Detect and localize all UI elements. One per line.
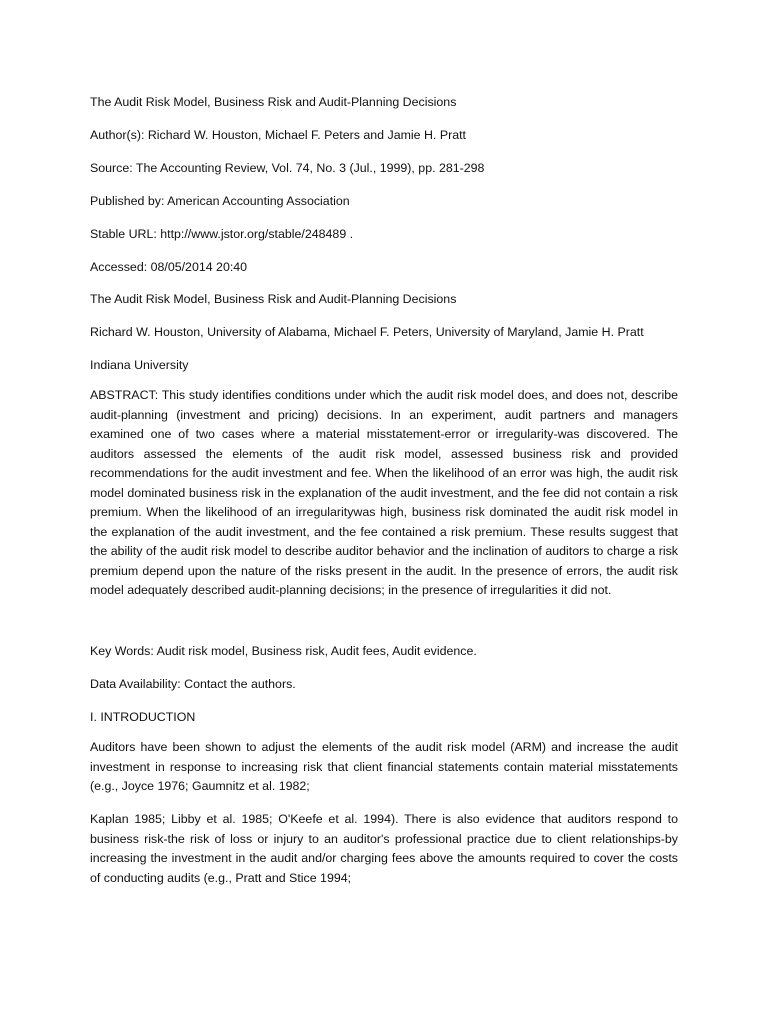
publisher-line: Published by: American Accounting Association [90, 194, 350, 208]
document-page [90, 0, 678, 1024]
authors-line: Author(s): Richard W. Houston, Michael F. Peters and Jamie H. Pratt [90, 128, 466, 142]
article-title: The Audit Risk Model, Business Risk and Audit-Planning Decisions [90, 95, 457, 109]
source-line: Source: The Accounting Review, Vol. 74, No. 3 (Jul., 1999), pp. 281-298 [90, 161, 485, 175]
accessed-line: Accessed: 08/05/2014 20:40 [90, 260, 248, 274]
intro-paragraph: Auditors have been shown to adjust the elements of the audit risk model (ARM) and increase the audit investment in response to increasing risk that client financial statements contain material misstatements (e.g., Joyce 1976; Gaumnitz et al. 1982; [90, 740, 678, 794]
abstract-paragraph: ABSTRACT: This study identifies conditions under which the audit risk model does, and does not, describe audit-planning (investment and pricing) decisions. In an experiment, audit partners and managers examined one of two cases where a material misstatement-error or irregularity-was discovered. The auditors assessed the elements of the audit risk model, assessed business risk and provided recommendations for the audit investment and fee. When the likelihood of an error was high, the audit risk model dominated business risk in the explanation of the audit investment, and the fee did not contain a risk premium. When the likelihood of an irregularitywas high, business risk dominated the audit risk model in the explanation of the audit investment, and the fee contained a risk premium. These results suggest that the ability of the audit risk model to describe auditor behavior and the inclination of auditors to charge a risk premium depend upon the nature of the risks present in the audit. In the presence of errors, the audit risk model adequately described audit-planning decisions; in the presence of irregularities it did not. [90, 388, 678, 598]
article-title-repeat: The Audit Risk Model, Business Risk and Audit-Planning Decisions [90, 292, 457, 306]
author-affiliations: Richard W. Houston, University of Alabama, Michael F. Peters, University of Maryland, Jamie H. Pratt [90, 325, 644, 339]
data-availability-line: Data Availability: Contact the authors. [90, 677, 296, 691]
section-heading: I. INTRODUCTION [90, 710, 196, 724]
intro-paragraph: Kaplan 1985; Libby et al. 1985; O'Keefe et al. 1994). There is also evidence that auditors respond to business risk-the risk of loss or injury to an auditor's professional practice due to client relationships-by increasing the investment in the audit and/or charging fees above the amounts required to cover the costs of conducting audits (e.g., Pratt and Stice 1994; [90, 812, 678, 885]
stable-url-line: Stable URL: http://www.jstor.org/stable/248489 . [90, 227, 354, 241]
keywords-line: Key Words: Audit risk model, Business risk, Audit fees, Audit evidence. [90, 644, 477, 658]
author-affiliation-last: Indiana University [90, 358, 189, 372]
